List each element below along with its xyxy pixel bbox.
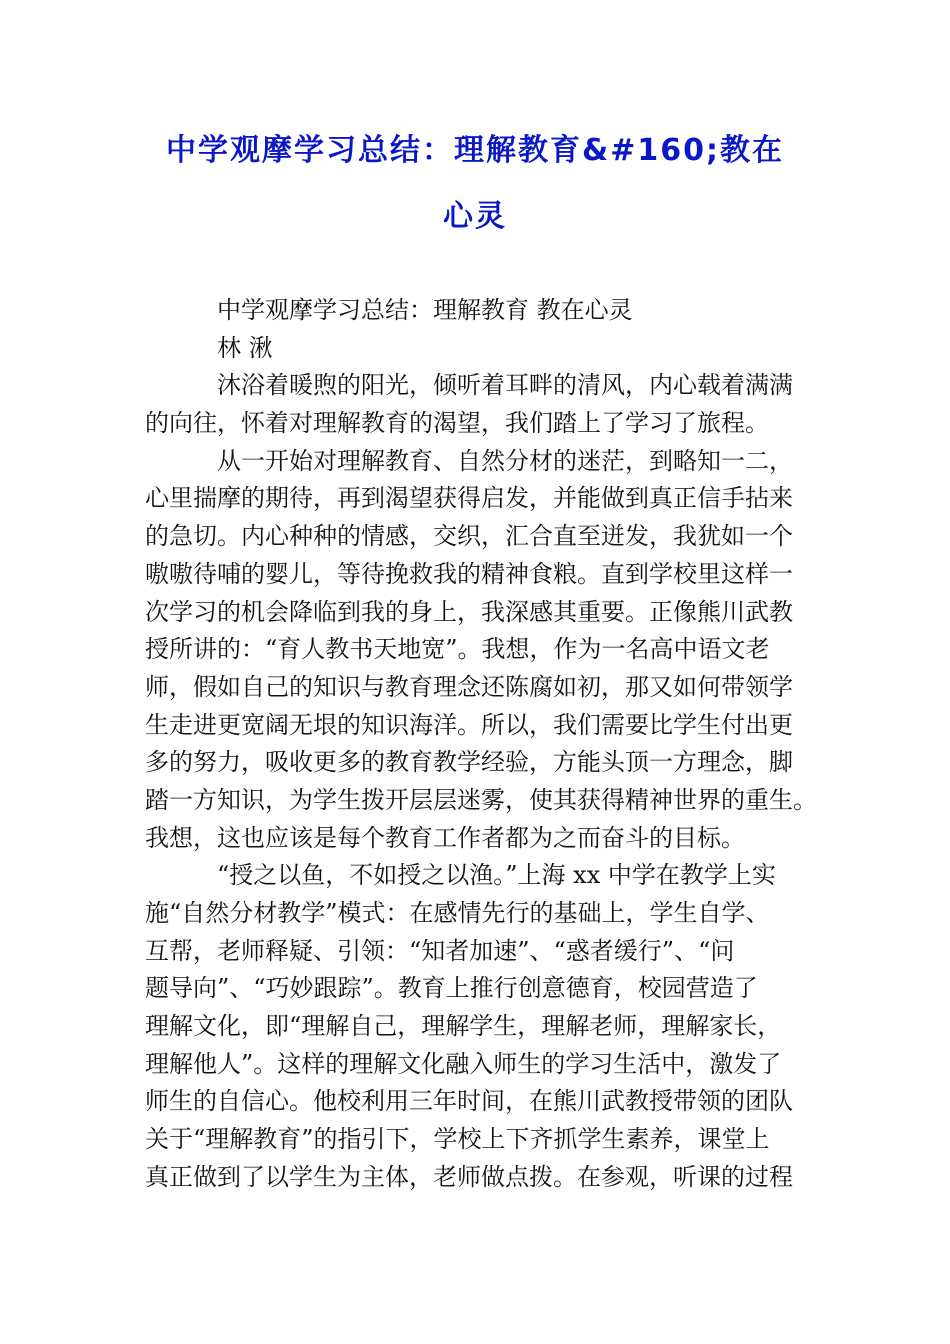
text-line: 中学观摩学习总结：理解教育 教在心灵 [217,296,633,324]
title-line-1: 中学观摩学习总结：理解教育&#160;教在 [166,133,784,168]
text-line: 授所讲的：“育人教书天地宽”。我想，作为一名高中语文老 [145,635,770,664]
text-line: “授之以鱼，不如授之以渔。”上海 xx 中学在教学上实 [217,861,776,890]
text-line: 施“自然分材教学”模式：在感情先行的基础上，学生自学、 [145,899,770,927]
text-line: 师生的自信心。他校利用三年时间，在熊川武教授带领的团队 [145,1087,793,1116]
text-line: 林 湫 [217,333,273,362]
document-body [145,292,817,1197]
text-line: 次学习的机会降临到我的身上，我深感其重要。正像熊川武教 [145,597,793,626]
text-line: 互帮，老师释疑、引领：“知者加速”、“惑者缓行”、“问 [145,936,735,965]
text-line: 我想，这也应该是每个教育工作者都为之而奋斗的目标。 [145,823,745,852]
text-line: 多的努力，吸收更多的教育教学经验，方能头顶一方理念，脚 [145,748,793,777]
text-line: 理解他人”。这样的理解文化融入师生的学习生活中，激发了 [145,1049,782,1078]
text-line: 生走进更宽阔无垠的知识海洋。所以，我们需要比学生付出更 [145,710,793,739]
text-line: 从一开始对理解教育、自然分材的迷茫，到略知一二， [217,446,793,475]
text-line: 关于“理解教育”的指引下，学校上下齐抓学生素养，课堂上 [145,1125,770,1154]
text-line: 的急切。内心种种的情感，交织，汇合直至迸发，我犹如一个 [145,522,793,551]
text-line: 的向往，怀着对理解教育的渴望，我们踏上了学习了旅程。 [145,409,769,438]
text-line: 心里揣摩的期待，再到渴望获得启发，并能做到真正信手拈来 [145,484,793,513]
text-line: 真正做到了以学生为主体，老师做点拨。在参观，听课的过程 [145,1162,793,1191]
text-line: 理解文化，即“理解自己，理解学生，理解老师，理解家长， [145,1012,782,1041]
text-line: 师，假如自己的知识与教育理念还陈腐如初，那又如何带领学 [145,672,793,701]
text-line: 题导向”、“巧妙跟踪”。教育上推行创意德育，校园营造了 [145,974,758,1003]
text-line: 踏一方知识，为学生拨开层层迷雾，使其获得精神世界的重生。 [145,785,817,814]
text-line: 嗷嗷待哺的婴儿，等待挽救我的精神食粮。直到学校里这样一 [145,559,793,588]
document-title [0,118,950,250]
text-line: 沐浴着暖煦的阳光，倾听着耳畔的清风，内心载着满满 [217,371,793,400]
title-line-2: 心灵 [443,199,507,234]
